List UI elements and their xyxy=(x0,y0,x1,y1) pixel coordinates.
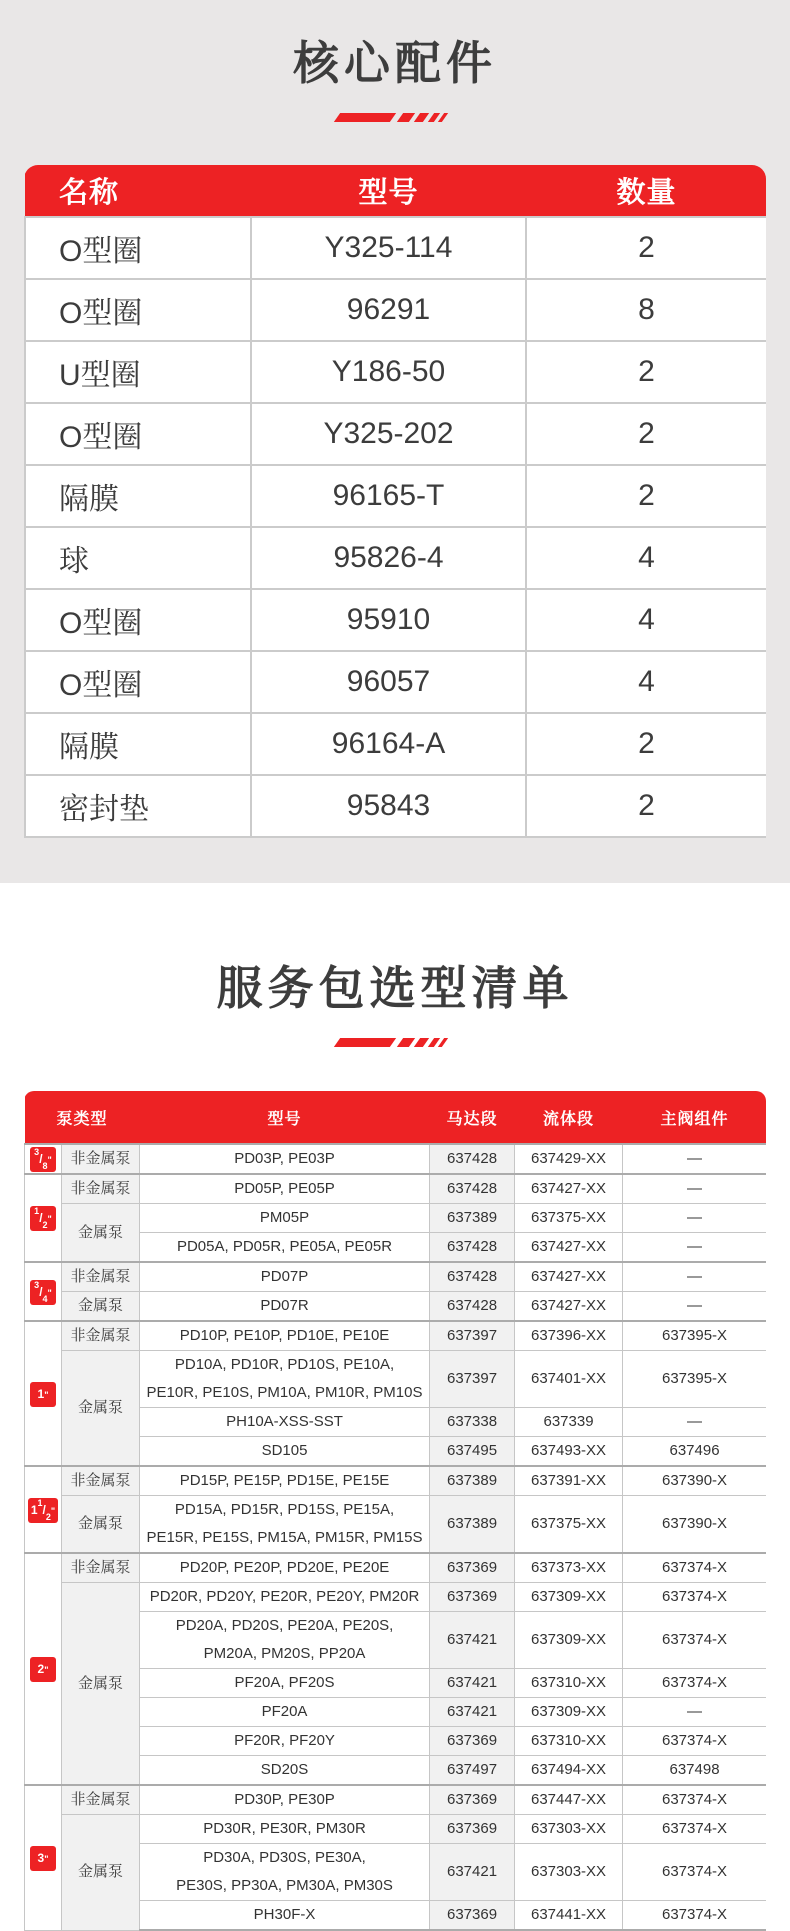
part-name-cell: U型圈 xyxy=(25,341,251,403)
model-cell: PH30F-X xyxy=(140,1901,430,1931)
part-name-cell: O型圈 xyxy=(25,403,251,465)
table-row xyxy=(25,713,766,775)
red-divider xyxy=(337,113,453,122)
col-header-name: 名称 xyxy=(25,165,251,217)
model-cell: PD20A, PD20S, PE20A, PE20S, PM20A, PM20S, PP20A xyxy=(140,1612,430,1669)
table-row xyxy=(25,403,766,465)
fluid-section-cell: 637494-XX xyxy=(515,1756,623,1786)
table-row xyxy=(25,341,766,403)
table-row xyxy=(25,775,766,837)
main-valve-cell: 637395-X xyxy=(623,1351,766,1408)
part-qty-cell: 8 xyxy=(526,279,766,341)
main-valve-cell: — xyxy=(623,1408,766,1437)
model-cell: PD10A, PD10R, PD10S, PE10A, PE10R, PE10S, PM10A, PM10R, PM10S xyxy=(140,1351,430,1408)
model-cell: PD05A, PD05R, PE05A, PE05R xyxy=(140,1233,430,1263)
pump-type-cell: 金属泵 xyxy=(62,1292,140,1322)
part-model-cell: 95910 xyxy=(251,589,526,651)
service-package-table xyxy=(24,1091,766,1931)
pump-type-cell: 非金属泵 xyxy=(62,1174,140,1204)
motor-section-cell: 637389 xyxy=(430,1466,515,1496)
table-row xyxy=(25,1174,767,1204)
fluid-section-cell: 637391-XX xyxy=(515,1466,623,1496)
motor-section-cell: 637428 xyxy=(430,1144,515,1174)
motor-section-cell: 637428 xyxy=(430,1174,515,1204)
motor-section-cell: 637421 xyxy=(430,1844,515,1901)
part-model-cell: 95843 xyxy=(251,775,526,837)
motor-section-cell: 637369 xyxy=(430,1583,515,1612)
main-valve-cell: — xyxy=(623,1262,766,1292)
pump-size-cell xyxy=(25,1553,62,1785)
main-valve-cell: — xyxy=(623,1144,766,1174)
main-valve-cell: 637496 xyxy=(623,1437,766,1467)
fluid-section-cell: 637375-XX xyxy=(515,1496,623,1554)
part-model-cell: 96291 xyxy=(251,279,526,341)
main-valve-cell: 637374-X xyxy=(623,1901,766,1931)
main-valve-cell: 637374-X xyxy=(623,1553,766,1583)
model-cell: PD15A, PD15R, PD15S, PE15A, PE15R, PE15S, PM15A, PM15R, PM15S xyxy=(140,1496,430,1554)
part-name-cell: O型圈 xyxy=(25,217,251,279)
core-parts-table xyxy=(24,165,766,838)
motor-section-cell: 637421 xyxy=(430,1698,515,1727)
part-name-cell: 球 xyxy=(25,527,251,589)
table-row xyxy=(25,527,766,589)
fluid-section-cell: 637303-XX xyxy=(515,1815,623,1844)
divider-slash xyxy=(438,113,448,122)
part-model-cell: Y186-50 xyxy=(251,341,526,403)
part-model-cell: Y325-202 xyxy=(251,403,526,465)
motor-section-cell: 637428 xyxy=(430,1262,515,1292)
motor-section-cell: 637369 xyxy=(430,1785,515,1815)
pump-size-cell xyxy=(25,1321,62,1466)
model-cell: PD05P, PE05P xyxy=(140,1174,430,1204)
pump-type-cell: 金属泵 xyxy=(62,1351,140,1467)
table-row xyxy=(25,589,766,651)
main-valve-cell: — xyxy=(623,1174,766,1204)
service-package-title: 服务包选型清单 xyxy=(216,962,574,1014)
service-package-section xyxy=(0,883,790,1927)
part-model-cell: 95826-4 xyxy=(251,527,526,589)
motor-section-cell: 637369 xyxy=(430,1901,515,1931)
main-valve-cell: 637374-X xyxy=(623,1727,766,1756)
part-model-cell: 96165-T xyxy=(251,465,526,527)
table-row xyxy=(25,1553,767,1583)
table-row xyxy=(25,465,766,527)
divider-bar xyxy=(334,1038,396,1047)
main-valve-cell: 637374-X xyxy=(623,1583,766,1612)
fluid-section-cell: 637427-XX xyxy=(515,1262,623,1292)
part-model-cell: 96164-A xyxy=(251,713,526,775)
model-cell: PF20A, PF20S xyxy=(140,1669,430,1698)
core-parts-section xyxy=(0,0,790,883)
col-header-main-valve: 主阀组件 xyxy=(623,1091,766,1144)
part-qty-cell: 4 xyxy=(526,651,766,713)
core-parts-header-row xyxy=(25,165,766,217)
part-name-cell: O型圈 xyxy=(25,279,251,341)
motor-section-cell: 637421 xyxy=(430,1612,515,1669)
table-row xyxy=(25,1144,767,1174)
pump-type-cell: 非金属泵 xyxy=(62,1262,140,1292)
fluid-section-cell: 637309-XX xyxy=(515,1583,623,1612)
part-name-cell: 隔膜 xyxy=(25,713,251,775)
divider-bar xyxy=(334,113,396,122)
part-qty-cell: 2 xyxy=(526,403,766,465)
model-cell: PF20A xyxy=(140,1698,430,1727)
model-cell: PD20P, PE20P, PD20E, PE20E xyxy=(140,1553,430,1583)
table-row xyxy=(25,651,766,713)
col-header-motor-section: 马达段 xyxy=(430,1091,515,1144)
fluid-section-cell: 637427-XX xyxy=(515,1292,623,1322)
table-row xyxy=(25,1351,767,1408)
main-valve-cell: 637374-X xyxy=(623,1785,766,1815)
pump-type-cell: 非金属泵 xyxy=(62,1144,140,1174)
pump-size-badge: 3" xyxy=(30,1846,56,1871)
motor-section-cell: 637338 xyxy=(430,1408,515,1437)
fluid-section-cell: 637429-XX xyxy=(515,1144,623,1174)
pump-type-cell: 金属泵 xyxy=(62,1583,140,1786)
main-valve-cell: 637390-X xyxy=(623,1496,766,1554)
model-cell: PD07P xyxy=(140,1262,430,1292)
motor-section-cell: 637369 xyxy=(430,1553,515,1583)
fluid-section-cell: 637310-XX xyxy=(515,1669,623,1698)
table-row xyxy=(25,1204,767,1233)
model-cell: PH10A-XSS-SST xyxy=(140,1408,430,1437)
part-name-cell: O型圈 xyxy=(25,589,251,651)
table-row xyxy=(25,1785,767,1815)
col-header-pump-type: 泵类型 xyxy=(25,1091,140,1144)
model-cell: PD15P, PE15P, PD15E, PE15E xyxy=(140,1466,430,1496)
main-valve-cell: 637374-X xyxy=(623,1844,766,1901)
table-row xyxy=(25,1815,767,1844)
part-model-cell: 96057 xyxy=(251,651,526,713)
model-cell: PD03P, PE03P xyxy=(140,1144,430,1174)
table-row xyxy=(25,1466,767,1496)
main-valve-cell: 637390-X xyxy=(623,1466,766,1496)
model-cell: PM05P xyxy=(140,1204,430,1233)
fluid-section-cell: 637401-XX xyxy=(515,1351,623,1408)
model-cell: PD30P, PE30P xyxy=(140,1785,430,1815)
motor-section-cell: 637397 xyxy=(430,1351,515,1408)
fluid-section-cell: 637310-XX xyxy=(515,1727,623,1756)
main-valve-cell: 637395-X xyxy=(623,1321,766,1351)
fluid-section-cell: 637427-XX xyxy=(515,1174,623,1204)
divider-slash xyxy=(397,1038,415,1047)
main-valve-cell: — xyxy=(623,1698,766,1727)
divider-slash xyxy=(414,113,429,122)
model-cell: PD10P, PE10P, PD10E, PE10E xyxy=(140,1321,430,1351)
motor-section-cell: 637389 xyxy=(430,1496,515,1554)
model-cell: SD105 xyxy=(140,1437,430,1467)
table-row xyxy=(25,1321,767,1351)
main-valve-cell: 637498 xyxy=(623,1756,766,1786)
motor-section-cell: 637497 xyxy=(430,1756,515,1786)
motor-section-cell: 637428 xyxy=(430,1233,515,1263)
fluid-section-cell: 637447-XX xyxy=(515,1785,623,1815)
main-valve-cell: — xyxy=(623,1204,766,1233)
part-name-cell: O型圈 xyxy=(25,651,251,713)
table-row xyxy=(25,1583,767,1612)
pump-size-cell xyxy=(25,1466,62,1553)
table-row xyxy=(25,1496,767,1554)
motor-section-cell: 637369 xyxy=(430,1815,515,1844)
pump-size-badge: $^3/_4^"$ xyxy=(30,1280,56,1305)
motor-section-cell: 637389 xyxy=(430,1204,515,1233)
red-divider xyxy=(337,1038,453,1047)
motor-section-cell: 637495 xyxy=(430,1437,515,1467)
fluid-section-cell: 637396-XX xyxy=(515,1321,623,1351)
main-valve-cell: 637374-X xyxy=(623,1815,766,1844)
main-valve-cell: — xyxy=(623,1233,766,1263)
pump-type-cell: 非金属泵 xyxy=(62,1553,140,1583)
motor-section-cell: 637421 xyxy=(430,1669,515,1698)
motor-section-cell: 637397 xyxy=(430,1321,515,1351)
motor-section-cell: 637369 xyxy=(430,1727,515,1756)
table-row xyxy=(25,1262,767,1292)
pump-size-badge: $^3/_8^"$ xyxy=(30,1147,56,1172)
fluid-section-cell: 637309-XX xyxy=(515,1698,623,1727)
table-row xyxy=(25,279,766,341)
part-model-cell: Y325-114 xyxy=(251,217,526,279)
model-cell: SD20S xyxy=(140,1756,430,1786)
table-row xyxy=(25,217,766,279)
pump-size-cell xyxy=(25,1262,62,1321)
pump-type-cell: 非金属泵 xyxy=(62,1321,140,1351)
divider-slash xyxy=(414,1038,429,1047)
pump-size-badge: 2" xyxy=(30,1657,56,1682)
pump-type-cell: 金属泵 xyxy=(62,1496,140,1554)
service-package-header-row xyxy=(25,1091,767,1144)
part-name-cell: 隔膜 xyxy=(25,465,251,527)
fluid-section-cell: 637427-XX xyxy=(515,1233,623,1263)
model-cell: PD30A, PD30S, PE30A, PE30S, PP30A, PM30A, PM30S xyxy=(140,1844,430,1901)
pump-type-cell: 非金属泵 xyxy=(62,1466,140,1496)
part-qty-cell: 2 xyxy=(526,775,766,837)
part-qty-cell: 4 xyxy=(526,589,766,651)
model-cell: PD20R, PD20Y, PE20R, PE20Y, PM20R xyxy=(140,1583,430,1612)
pump-type-cell: 金属泵 xyxy=(62,1815,140,1931)
pump-size-badge: 1" xyxy=(30,1382,56,1407)
col-header-model: 型号 xyxy=(140,1091,430,1144)
fluid-section-cell: 637303-XX xyxy=(515,1844,623,1901)
part-qty-cell: 2 xyxy=(526,341,766,403)
fluid-section-cell: 637375-XX xyxy=(515,1204,623,1233)
col-header-qty: 数量 xyxy=(526,165,766,217)
pump-size-cell xyxy=(25,1174,62,1262)
main-valve-cell: — xyxy=(623,1292,766,1322)
part-qty-cell: 4 xyxy=(526,527,766,589)
core-parts-title: 核心配件 xyxy=(293,37,497,89)
pump-size-badge: $1^1/_2^"$ xyxy=(28,1498,58,1523)
col-header-model: 型号 xyxy=(251,165,526,217)
divider-slash xyxy=(397,113,415,122)
motor-section-cell: 637428 xyxy=(430,1292,515,1322)
fluid-section-cell: 637493-XX xyxy=(515,1437,623,1467)
model-cell: PD07R xyxy=(140,1292,430,1322)
part-name-cell: 密封垫 xyxy=(25,775,251,837)
fluid-section-cell: 637441-XX xyxy=(515,1901,623,1931)
col-header-fluid-section: 流体段 xyxy=(515,1091,623,1144)
table-row xyxy=(25,1292,767,1322)
fluid-section-cell: 637373-XX xyxy=(515,1553,623,1583)
model-cell: PF20R, PF20Y xyxy=(140,1727,430,1756)
pump-size-badge: $^1/_2^"$ xyxy=(30,1206,56,1231)
part-qty-cell: 2 xyxy=(526,465,766,527)
part-qty-cell: 2 xyxy=(526,713,766,775)
pump-type-cell: 非金属泵 xyxy=(62,1785,140,1815)
divider-slash xyxy=(438,1038,448,1047)
part-qty-cell: 2 xyxy=(526,217,766,279)
main-valve-cell: 637374-X xyxy=(623,1612,766,1669)
pump-size-cell xyxy=(25,1785,62,1930)
fluid-section-cell: 637339 xyxy=(515,1408,623,1437)
main-valve-cell: 637374-X xyxy=(623,1669,766,1698)
pump-type-cell: 金属泵 xyxy=(62,1204,140,1263)
pump-size-cell xyxy=(25,1144,62,1174)
model-cell: PD30R, PE30R, PM30R xyxy=(140,1815,430,1844)
fluid-section-cell: 637309-XX xyxy=(515,1612,623,1669)
